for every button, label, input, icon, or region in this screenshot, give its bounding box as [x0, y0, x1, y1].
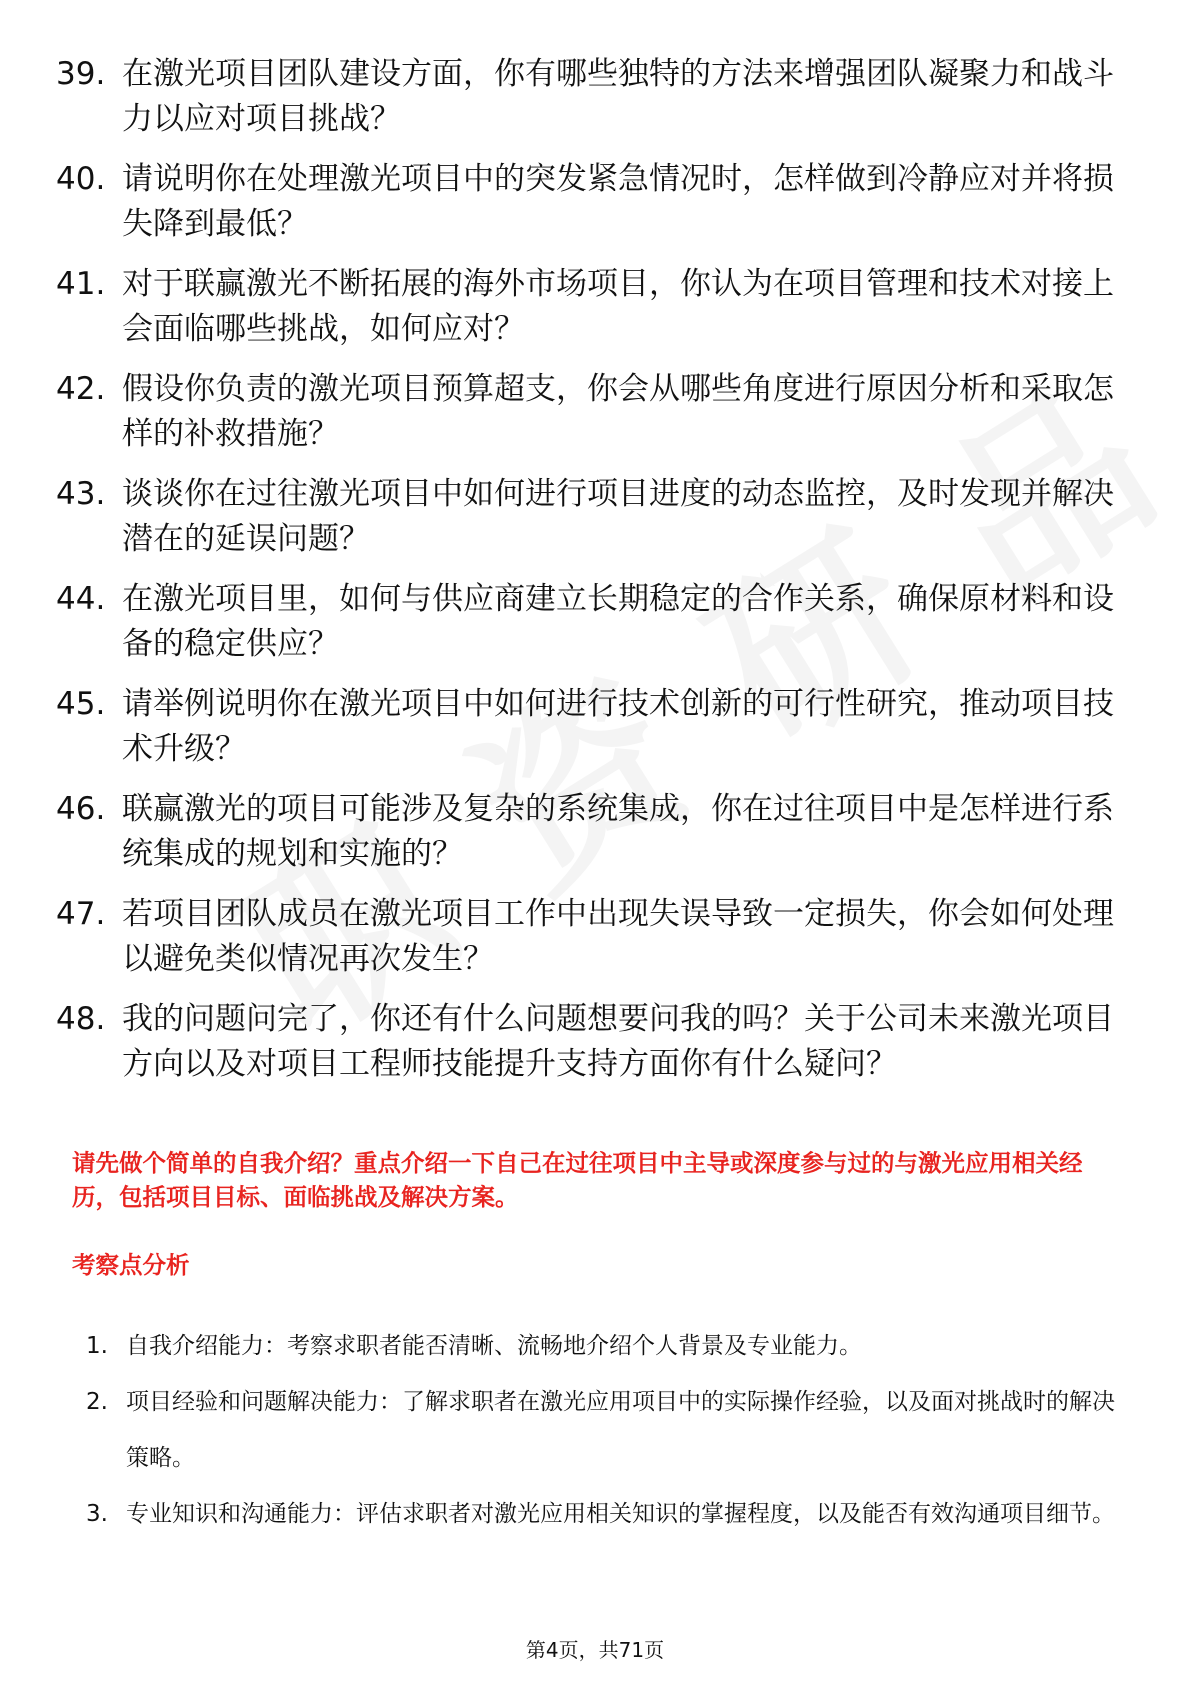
- question-number: 48.: [56, 1001, 106, 1037]
- question-item: [56, 997, 1116, 1087]
- question-item: [56, 892, 1116, 982]
- question-number: 44.: [56, 581, 106, 617]
- question-text: 请举例说明你在激光项目中如何进行技术创新的可行性研究，推动项目技术升级？: [122, 686, 1114, 767]
- question-number: 43.: [56, 476, 106, 512]
- question-number: 42.: [56, 371, 106, 407]
- question-text: 我的问题问完了，你还有什么问题想要问我的吗？关于公司未来激光项目方向以及对项目工程师技能提升支持方面你有什么疑问？: [122, 1001, 1114, 1082]
- page-footer: 第4页，共71页: [525, 1638, 665, 1662]
- point-text: 自我介绍能力：考察求职者能否清晰、流畅地介绍个人背景及专业能力。: [126, 1333, 862, 1359]
- question-item: [56, 472, 1116, 562]
- question-text: 谈谈你在过往激光项目中如何进行项目进度的动态监控，及时发现并解决潜在的延误问题？: [122, 476, 1114, 557]
- analysis-point-list: [86, 1318, 1126, 1542]
- question-list: [56, 52, 1116, 1102]
- analysis-point: [86, 1486, 1126, 1542]
- point-number: 1.: [86, 1333, 108, 1359]
- question-number: 41.: [56, 266, 106, 302]
- question-item: [56, 157, 1116, 247]
- analysis-title: 考察点分析: [72, 1251, 190, 1279]
- question-number: 39.: [56, 56, 106, 92]
- question-text: 若项目团队成员在激光项目工作中出现失误导致一定损失，你会如何处理以避免类似情况再次发生？: [122, 896, 1114, 977]
- question-text: 请说明你在处理激光项目中的突发紧急情况时，怎样做到冷静应对并将损失降到最低？: [122, 161, 1114, 242]
- question-item: [56, 262, 1116, 352]
- analysis-point: [86, 1374, 1126, 1486]
- question-text: 联赢激光的项目可能涉及复杂的系统集成，你在过往项目中是怎样进行系统集成的规划和实施的？: [122, 791, 1114, 872]
- question-text: 假设你负责的激光项目预算超支，你会从哪些角度进行原因分析和采取怎样的补救措施？: [122, 371, 1114, 452]
- question-item: [56, 52, 1116, 142]
- question-number: 46.: [56, 791, 106, 827]
- point-text: 专业知识和沟通能力：评估求职者对激光应用相关知识的掌握程度，以及能否有效沟通项目细节。: [126, 1501, 1115, 1527]
- question-item: [56, 682, 1116, 772]
- highlight-question: 请先做个简单的自我介绍？重点介绍一下自己在过往项目中主导或深度参与过的与激光应用相关经历，包括项目目标、面临挑战及解决方案。: [72, 1149, 1083, 1211]
- question-number: 40.: [56, 161, 106, 197]
- point-number: 3.: [86, 1501, 108, 1527]
- question-item: [56, 577, 1116, 667]
- question-text: 对于联赢激光不断拓展的海外市场项目，你认为在项目管理和技术对接上会面临哪些挑战，如何应对？: [122, 266, 1114, 347]
- analysis-point: [86, 1318, 1126, 1374]
- question-number: 47.: [56, 896, 106, 932]
- point-number: 2.: [86, 1389, 108, 1415]
- question-text: 在激光项目里，如何与供应商建立长期稳定的合作关系，确保原材料和设备的稳定供应？: [122, 581, 1114, 662]
- point-text: 项目经验和问题解决能力：了解求职者在激光应用项目中的实际操作经验，以及面对挑战时的解决策略。: [126, 1389, 1115, 1471]
- question-text: 在激光项目团队建设方面，你有哪些独特的方法来增强团队凝聚力和战斗力以应对项目挑战？: [122, 56, 1114, 137]
- question-number: 45.: [56, 686, 106, 722]
- question-item: [56, 367, 1116, 457]
- question-item: [56, 787, 1116, 877]
